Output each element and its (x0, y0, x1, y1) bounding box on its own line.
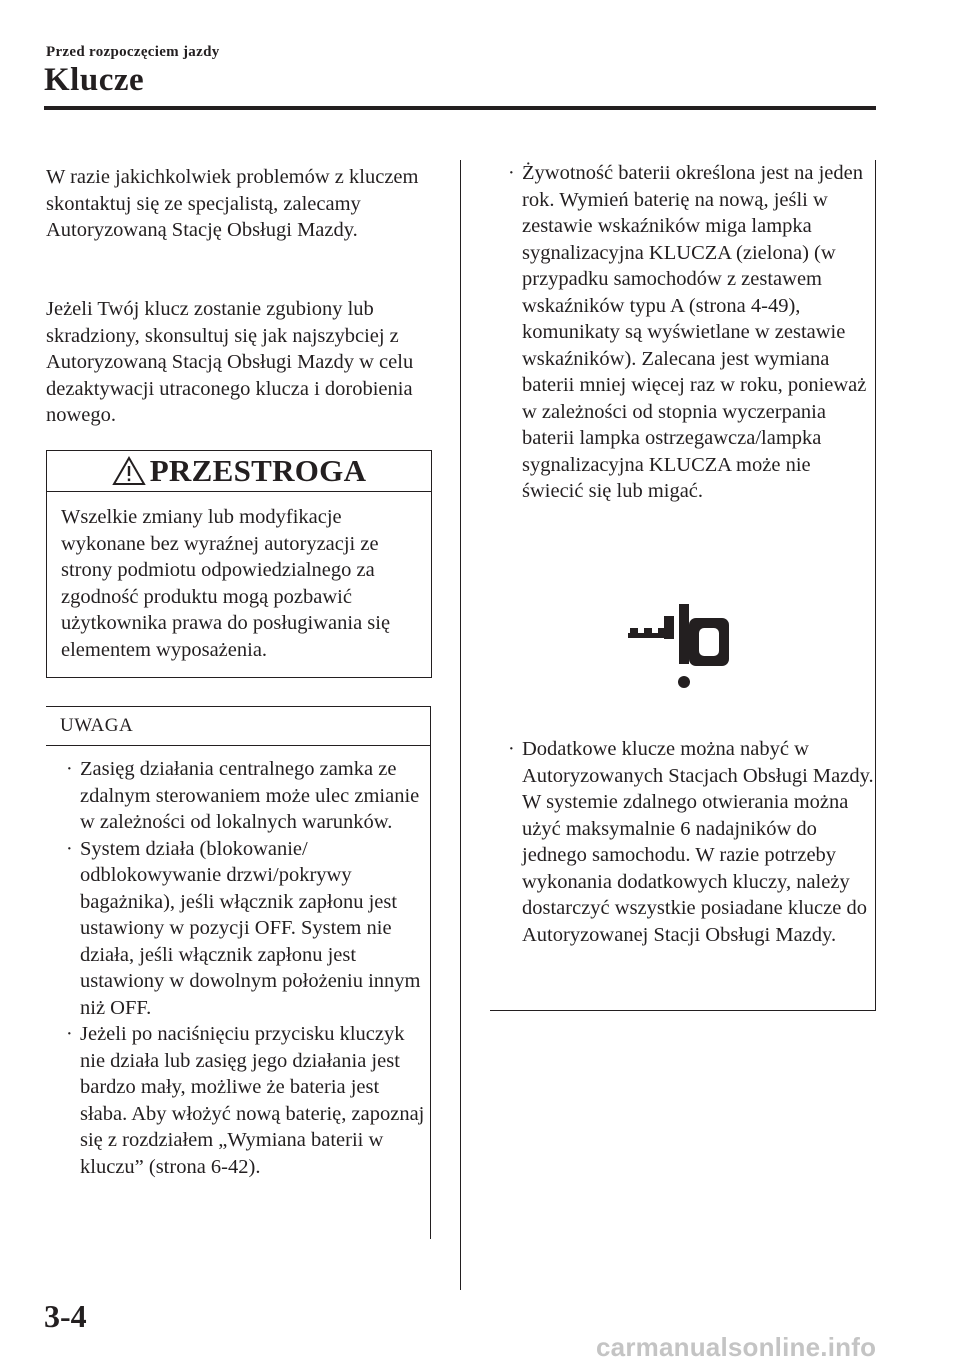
bullet-icon: · (66, 837, 73, 860)
list-item (48, 756, 430, 836)
header-section: Przed rozpoczęciem jazdy (46, 44, 220, 60)
right-list-bottom (490, 736, 874, 948)
bullet-icon: · (508, 738, 515, 760)
caution-title: PRZESTROGA (149, 453, 367, 488)
key-warning-indicator-icon (628, 604, 743, 690)
list-item (48, 1021, 430, 1180)
header-rule (44, 106, 876, 110)
caution-header (47, 451, 431, 492)
caution-box (46, 450, 432, 678)
right-list-top (490, 160, 870, 505)
page-number: 3-4 (44, 1298, 87, 1334)
bullet-icon: · (66, 758, 73, 780)
note-item-text: Zasięg działania centralnego zamka ze zdalnym sterowaniem może ulec zmianie w zależności od lokalnych warunków. (80, 758, 420, 833)
note-list (46, 756, 430, 1180)
right-item-text: Żywotność baterii określona jest na jeden rok. Wymień baterię na nową, jeśli w zestawie wskaźników miga lampka sygnalizacyjna KLUCZA (zielona) (w przypadku samochodów z zestawem wskaźników typu A (strona 4-49), komunikaty są wyświetlane w zestawie wskaźników). Zalecana jest wymiana baterii mniej więcej raz w roku, ponieważ w zależności od stopnia wyczerpania baterii lampka ostrzegawcza/lampka sygnalizacyjna KLUCZA może nie świecić się lub migać. (522, 162, 867, 502)
watermark: carmanualsonline.info (596, 1332, 877, 1362)
bullet-icon: · (66, 1023, 73, 1045)
caution-text: Wszelkie zmiany lub modyfikacje wykonane bez wyraźnej autoryzacji ze strony podmiotu odpowiedzialnego za zgodność produktu mogą pozbawić użytkownika prawa do posługiwania się elementem wyposażenia. (61, 506, 391, 661)
list-item (490, 160, 870, 505)
list-item (490, 736, 874, 948)
page-title: Klucze (44, 62, 145, 98)
note-item-text: System działa (blokowanie/ odblokowywanie drzwi/pokrywy bagażnika), jeśli włącznik zapłonu jest ustawiony w pozycji OFF. System nie działa, jeśli włącznik zapłonu jest ustawiony w dowolnym położeniu innym niż OFF. (80, 837, 421, 1019)
note-box (46, 706, 431, 1239)
lost-key-paragraph: Jeżeli Twój klucz zostanie zgubiony lub skradziony, skonsultuj się jak najszybciej z Autoryzowaną Stacją Obsługi Mazdy w celu dezaktywacji utraconego klucza i dorobienia nowego. (46, 298, 414, 426)
right-note-box (490, 160, 876, 1011)
column-divider (460, 160, 461, 1290)
right-item-text: Dodatkowe klucze można nabyć w Autoryzowanych Stacjach Obsługi Mazdy. W systemie zdalnego otwierania można użyć maksymalnie 6 nadajników do jednego samochodu. W razie potrzeby wykonania dodatkowych kluczy, należy dostarczyć wszystkie posiadane klucze do Autoryzowanej Stacji Obsługi Mazdy. (522, 738, 874, 946)
bullet-icon: · (508, 162, 515, 184)
warning-triangle-icon (112, 456, 146, 486)
intro-paragraph: W razie jakichkolwiek problemów z kluczem skontaktuj się ze specjalistą, zalecamy Autoryzowaną Stację Obsługi Mazdy. (46, 166, 419, 241)
note-title: UWAGA (46, 707, 430, 746)
list-item (48, 836, 430, 1022)
note-item-text: Jeżeli po naciśnięciu przycisku kluczyk nie działa lub zasięg jego działania jest bardzo mały, możliwe że bateria jest słaba. Aby włożyć nową baterię, zapoznaj się z rozdziałem „Wymiana baterii w kluczu” (strona 6-42). (80, 1023, 425, 1178)
